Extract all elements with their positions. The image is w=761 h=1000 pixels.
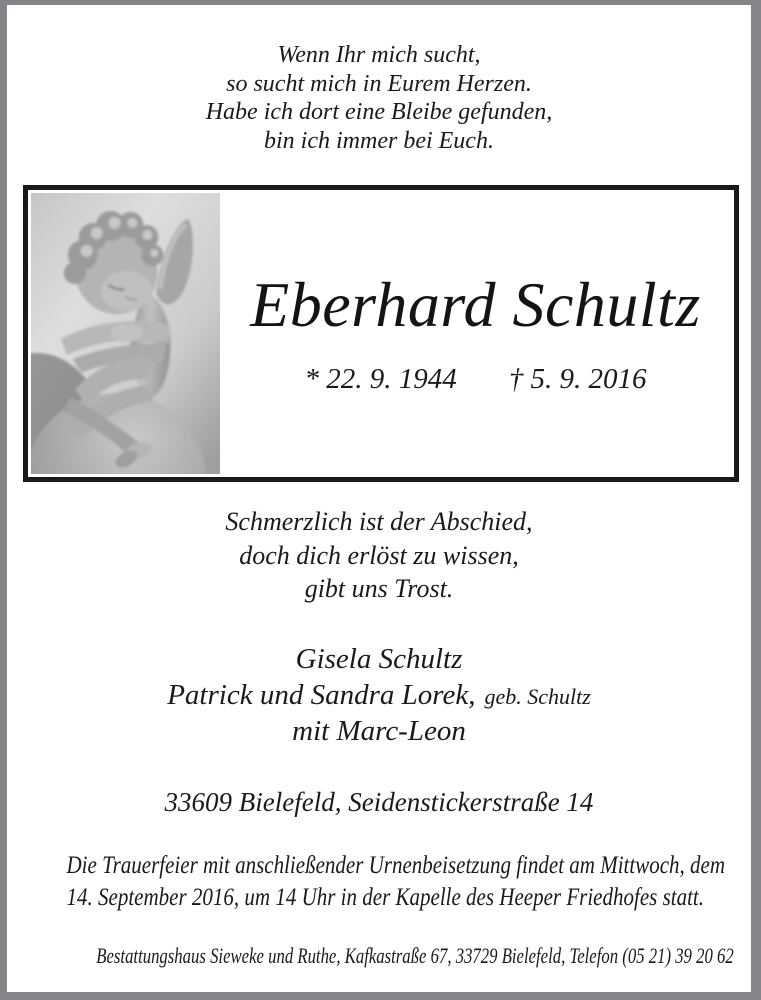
condolence-verse-line: doch dich erlöst zu wissen, [239, 540, 519, 570]
angel-statue-illustration [31, 193, 220, 474]
address-line: 33609 Bielefeld, Seidenstickerstraße 14 [164, 787, 594, 817]
opening-verse-line: bin ich immer bei Euch. [264, 127, 494, 154]
funeral-home-line: Bestattungshaus Sieweke und Ruthe, Kafkastraße 67, 33729 Bielefeld, Telefon (05 21) 39 20 62 [96, 943, 734, 968]
mourners-list [7, 642, 751, 750]
birth-date: * 22. 9. 1944 [304, 362, 457, 395]
opening-verse-line: Wenn Ihr mich sucht, [277, 42, 481, 68]
death-date: † 5. 9. 2016 [508, 362, 647, 395]
opening-verse-line: Habe ich dort eine Bleibe gefunden, [205, 99, 553, 125]
funeral-notice-line: Die Trauerfeier mit anschließender Urnenbeisetzung findet am Mittwoch, dem [66, 852, 726, 879]
deceased-name: Eberhard Schultz [250, 269, 701, 341]
memorial-frame [23, 185, 739, 482]
name-block [220, 193, 731, 474]
opening-verse-line: so sucht mich in Eurem Herzen. [226, 70, 532, 97]
condolence-verse-line: Schmerzlich ist der Abschied, [225, 507, 533, 536]
condolence-verse [7, 505, 751, 606]
life-dates [305, 363, 647, 396]
mourner-line: Gisela Schultz [295, 643, 463, 675]
funeral-notice [66, 850, 726, 913]
maiden-name: geb. Schultz [484, 683, 591, 709]
mourner-line: mit Marc-Leon [292, 715, 466, 747]
mourner-names: Patrick und Sandra Lorek, [167, 678, 476, 711]
memorial-photo [31, 193, 220, 474]
opening-verse [7, 41, 751, 155]
condolence-verse-line: gibt uns Trost. [304, 574, 454, 603]
obituary-sheet [7, 5, 751, 992]
funeral-notice-line: 14. September 2016, um 14 Uhr in der Kapelle des Heeper Friedhofes statt. [66, 883, 705, 911]
mourner-line [7, 678, 751, 715]
